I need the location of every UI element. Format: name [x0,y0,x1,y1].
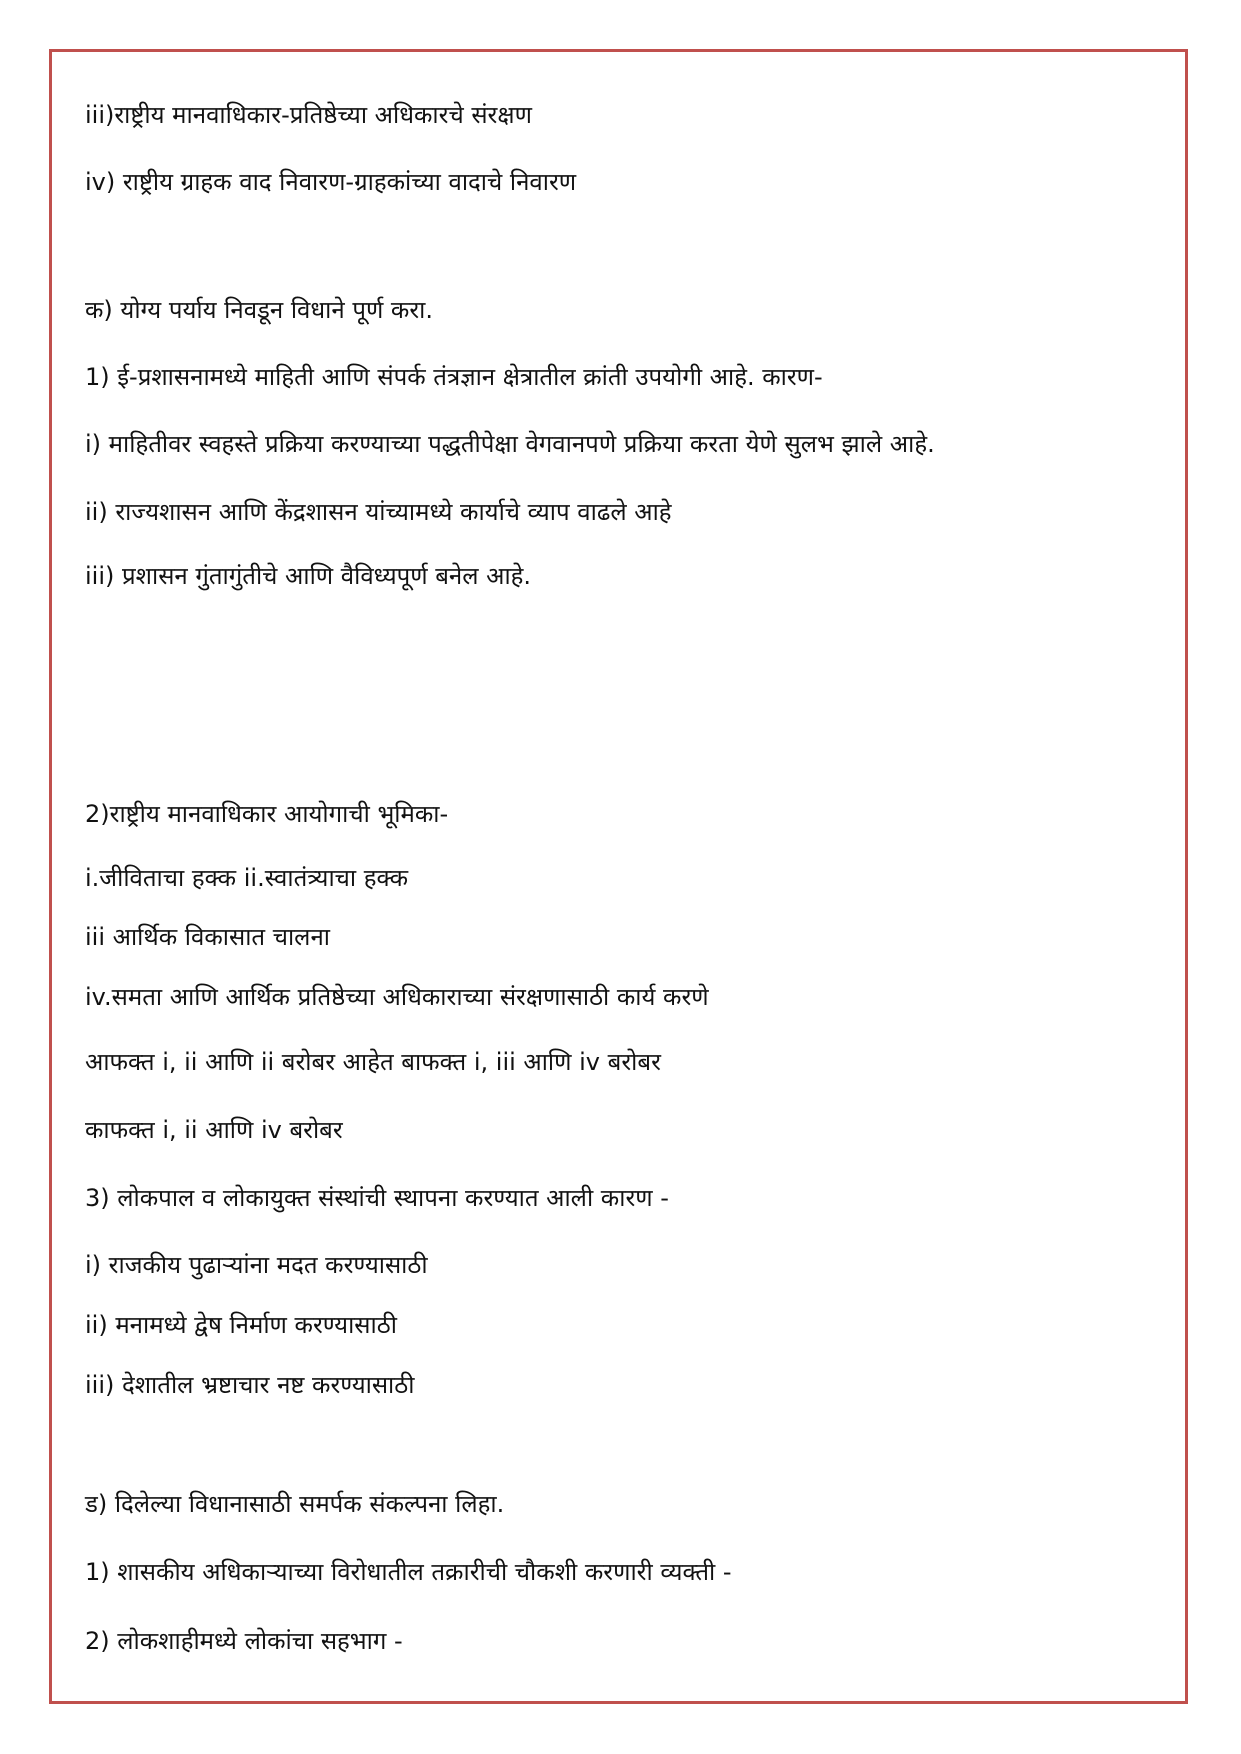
option-line: iii आर्थिक विकासात चालना [85,923,330,951]
answer-choice-line: आफक्त i, ii आणि ii बरोबर आहेत बाफक्त i, iii आणि iv बरोबर [85,1048,661,1076]
option-line: ii) राज्यशासन आणि केंद्रशासन यांच्यामध्ये कार्याचे व्याप वाढले आहे [85,498,672,526]
option-line: iii) देशातील भ्रष्टाचार नष्ट करण्यासाठी [85,1371,415,1399]
answer-choice-line: काफक्त i, ii आणि iv बरोबर [85,1116,343,1144]
question-2: 2)राष्ट्रीय मानवाधिकार आयोगाची भूमिका- [85,800,449,828]
option-line: i.जीविताचा हक्क ii.स्वातंत्र्याचा हक्क [85,864,409,892]
option-line: iv.समता आणि आर्थिक प्रतिष्ठेच्या अधिकाराच्या संरक्षणासाठी कार्य करणे [85,983,709,1011]
question-d-1: 1) शासकीय अधिकाऱ्याच्या विरोधातील तक्रारीची चौकशी करणारी व्यक्ती - [85,1558,732,1586]
question-3: 3) लोकपाल व लोकायुक्त संस्थांची स्थापना करण्यात आली कारण - [85,1184,669,1212]
question-1: 1) ई-प्रशासनामध्ये माहिती आणि संपर्क तंत्रज्ञान क्षेत्रातील क्रांती उपयोगी आहे. कारण- [85,363,823,391]
option-line: i) राजकीय पुढाऱ्यांना मदत करण्यासाठी [85,1251,428,1279]
text-line: iv) राष्ट्रीय ग्राहक वाद निवारण-ग्राहकांच्या वादाचे निवारण [85,168,577,196]
question-d-2: 2) लोकशाहीमध्ये लोकांचा सहभाग - [85,1627,403,1655]
section-heading-da: ड) दिलेल्या विधानासाठी समर्पक संकल्पना लिहा. [85,1490,505,1518]
section-heading-ka: क) योग्य पर्याय निवडून विधाने पूर्ण करा. [85,296,434,324]
option-line: ii) मनामध्ये द्वेष निर्माण करण्यासाठी [85,1311,397,1339]
text-line: iii)राष्ट्रीय मानवाधिकार-प्रतिष्ठेच्या अधिकारचे संरक्षण [85,101,532,129]
option-line: iii) प्रशासन गुंतागुंतीचे आणि वैविध्यपूर्ण बनेल आहे. [85,562,532,590]
option-line: i) माहितीवर स्वहस्ते प्रक्रिया करण्याच्या पद्धतीपेक्षा वेगवानपणे प्रक्रिया करता येणे सुलभ झाले आहे. [85,430,935,458]
